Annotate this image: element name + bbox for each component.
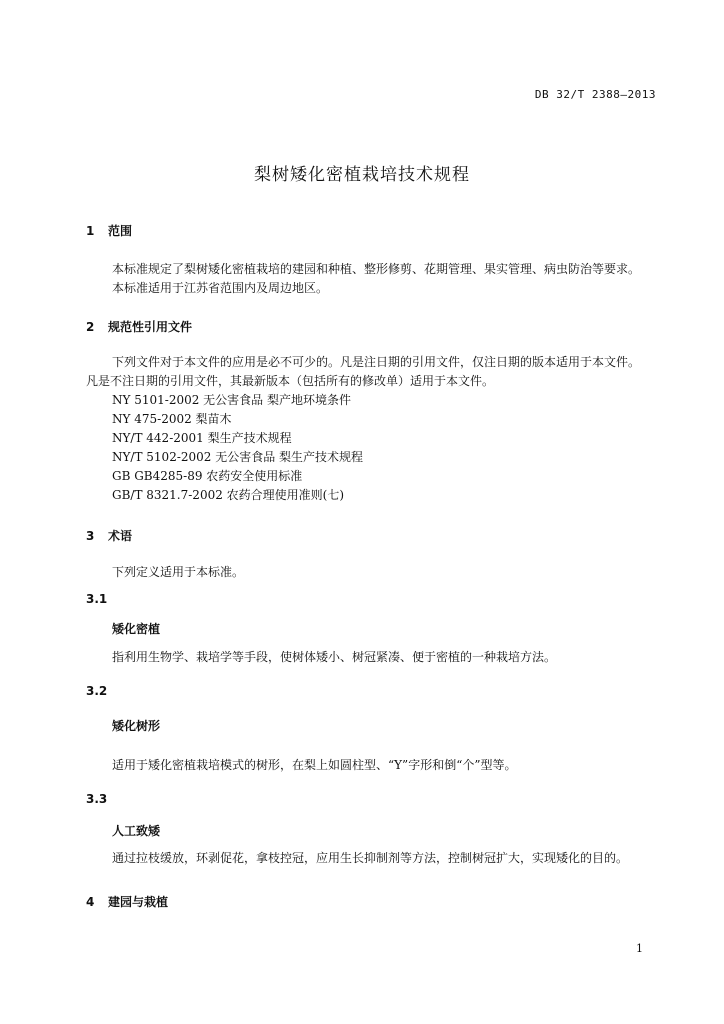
- paragraph: 下列文件对于本文件的应用是必不可少的。凡是注日期的引用文件，仅注日期的版本适用于本文件。: [112, 355, 641, 369]
- page-number: 1: [636, 942, 643, 955]
- clause-number: 3.3: [86, 792, 108, 806]
- term-definition: 指利用生物学、栽培学等手段，使树体矮小、树冠紧凑、便于密植的一种栽培方法。: [112, 650, 557, 664]
- section-title: 建园与栽植: [108, 895, 169, 909]
- document-title: 梨树矮化密植栽培技术规程: [254, 165, 470, 185]
- paragraph: 凡是不注日期的引用文件，其最新版本（包括所有的修改单）适用于本文件。: [86, 374, 495, 388]
- reference-item: GB GB4285-89 农药安全使用标准: [112, 469, 303, 483]
- paragraph: 本标准适用于江苏省范围内及周边地区。: [112, 281, 329, 295]
- section-title: 范围: [108, 224, 133, 238]
- reference-item: NY/T 442-2001 梨生产技术规程: [112, 431, 292, 445]
- section-1-heading: [86, 222, 132, 239]
- section-4-heading: [86, 893, 168, 910]
- section-2-heading: [86, 318, 192, 335]
- section-number: 2: [86, 320, 95, 334]
- paragraph: 本标准规定了梨树矮化密植栽培的建园和种植、整形修剪、花期管理、果实管理、病虫防治等要求。: [112, 262, 641, 276]
- clause-number: 3.1: [86, 592, 108, 606]
- clause-number: 3.2: [86, 684, 108, 698]
- section-number: 4: [86, 895, 95, 909]
- section-number: 1: [86, 224, 95, 238]
- section-3-heading: [86, 527, 132, 544]
- section-title: 规范性引用文件: [108, 320, 193, 334]
- reference-item: NY/T 5102-2002 无公害食品 梨生产技术规程: [112, 450, 364, 464]
- term-definition: 通过拉枝缓放，环剥促花，拿枝控冠，应用生长抑制剂等方法，控制树冠扩大，实现矮化的目的。: [112, 851, 629, 865]
- reference-item: GB/T 8321.7-2002 农药合理使用准则(七): [112, 488, 345, 502]
- paragraph: 下列定义适用于本标准。: [112, 565, 245, 579]
- reference-item: NY 5101-2002 无公害食品 梨产地环境条件: [112, 393, 351, 407]
- term-heading: 矮化密植: [112, 622, 161, 636]
- term-heading: 人工致矮: [112, 824, 161, 838]
- term-heading: 矮化树形: [112, 719, 161, 733]
- section-number: 3: [86, 529, 95, 543]
- standard-code: DB 32/T 2388—2013: [534, 88, 656, 101]
- reference-item: NY 475-2002 梨苗木: [112, 412, 232, 426]
- section-title: 术语: [108, 529, 133, 543]
- term-definition: 适用于矮化密植栽培模式的树形，在梨上如圆柱型、“Y”字形和倒“个”型等。: [112, 758, 517, 772]
